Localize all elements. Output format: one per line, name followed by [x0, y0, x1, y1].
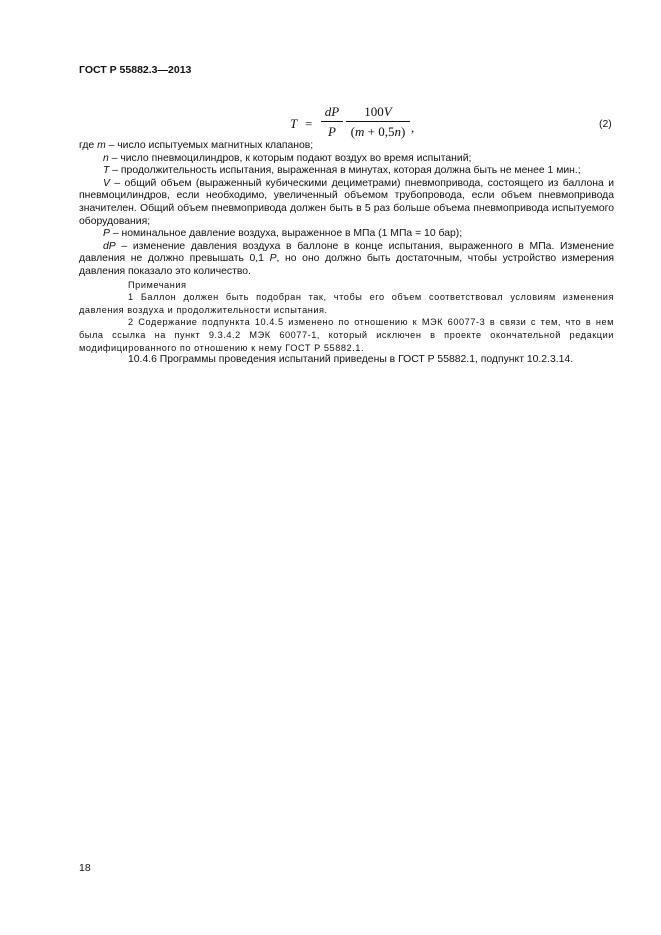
definition-m: [79, 140, 614, 153]
definition-text: – общий объем (выраженный кубическими дециметрами) пневмопривода, состоящего из баллона и пневмоцилиндров, если необходимо, увеличенный объемом трубопровода, если объем пневмопривода значителен. Общий объем пневмопривода должен быть в 5 раз больше объема пневмопривода испытуемого оборудования;: [79, 177, 614, 227]
definition-t: [79, 165, 614, 178]
plus-coef: + 0,5: [364, 124, 395, 139]
symbol-t: T: [103, 165, 110, 177]
symbol-p-inline: P: [269, 253, 277, 265]
formula-lhs: T: [290, 116, 298, 131]
fraction-dp-over-p: [321, 104, 343, 140]
fraction-bar: [346, 121, 410, 122]
definition-v: [79, 178, 614, 228]
note-2: 2 Содержание подпункта 10.4.5 изменено по отношению к МЭК 60077-3 в связи с тем, что в нем была ссылка на пункт 9.3.4.2 МЭК 60077-1, который исключен в проекте окончательной редакции модифицированного по отношению к нему ГОСТ Р 55882.1.: [79, 317, 614, 353]
definition-n: [79, 153, 614, 166]
numerator-coefficient: 100: [364, 104, 384, 119]
symbol-dp: dP: [103, 240, 116, 252]
var-m: m: [355, 124, 365, 139]
numerator-variable: V: [383, 104, 392, 119]
fraction-denominator: P: [328, 124, 336, 139]
definition-text: – продолжительность испытания, выраженная в минутах, которая должна быть не менее 1 мин.;: [109, 165, 581, 177]
document-header: ГОСТ Р 55882.3—2013: [79, 64, 192, 76]
clause-10-4-6: 10.4.6 Программы проведения испытаний приведены в ГОСТ Р 55882.1, подпункт 10.2.3.14.: [128, 354, 574, 366]
formula-equals: =: [305, 116, 313, 131]
var-n: n: [394, 124, 401, 139]
fraction-volume: [346, 104, 410, 140]
formula: [290, 104, 430, 144]
fraction-numerator: [346, 104, 410, 120]
definition-text: – номинальное давление воздуха, выраженное в МПа (1 МПа = 10 бар);: [109, 228, 463, 240]
symbol-v: V: [103, 177, 110, 189]
where-word: где: [79, 140, 98, 151]
definition-text: – число пневмоцилиндров, к которым подают воздух во время испытаний;: [108, 152, 472, 164]
definition-dp: [79, 241, 614, 279]
formula-comma: ,: [411, 120, 415, 135]
document-body: [79, 140, 614, 367]
symbol-n: n: [103, 152, 109, 164]
note-1: 1 Баллон должен быть подобран так, чтобы его объем соответствовал условиям изменения давления воздуха и продолжительности испытания.: [79, 292, 614, 315]
fraction-denominator: [346, 124, 410, 140]
notes-block: [79, 279, 614, 355]
notes-title: Примечания: [128, 279, 187, 290]
fraction-bar: [321, 121, 343, 122]
definition-text: , но оно должно быть достаточным, чтобы устройство измерения давления показало это количество.: [79, 253, 614, 277]
fraction-numerator: dP: [324, 104, 340, 119]
symbol-m: m: [97, 140, 106, 151]
paren-open: (: [350, 124, 355, 139]
definition-p: [79, 228, 614, 241]
symbol-p: P: [103, 228, 110, 240]
page-number: 18: [79, 862, 91, 874]
equation-number: (2): [599, 119, 612, 130]
definition-text: – число испытуемых магнитных клапанов;: [105, 140, 314, 151]
paren-close: ): [400, 124, 406, 139]
definition-text: – изменение давления воздуха в баллоне в конце испытания, выраженного в МПа. Изменение давления не должно превышать 0,1: [79, 240, 614, 265]
